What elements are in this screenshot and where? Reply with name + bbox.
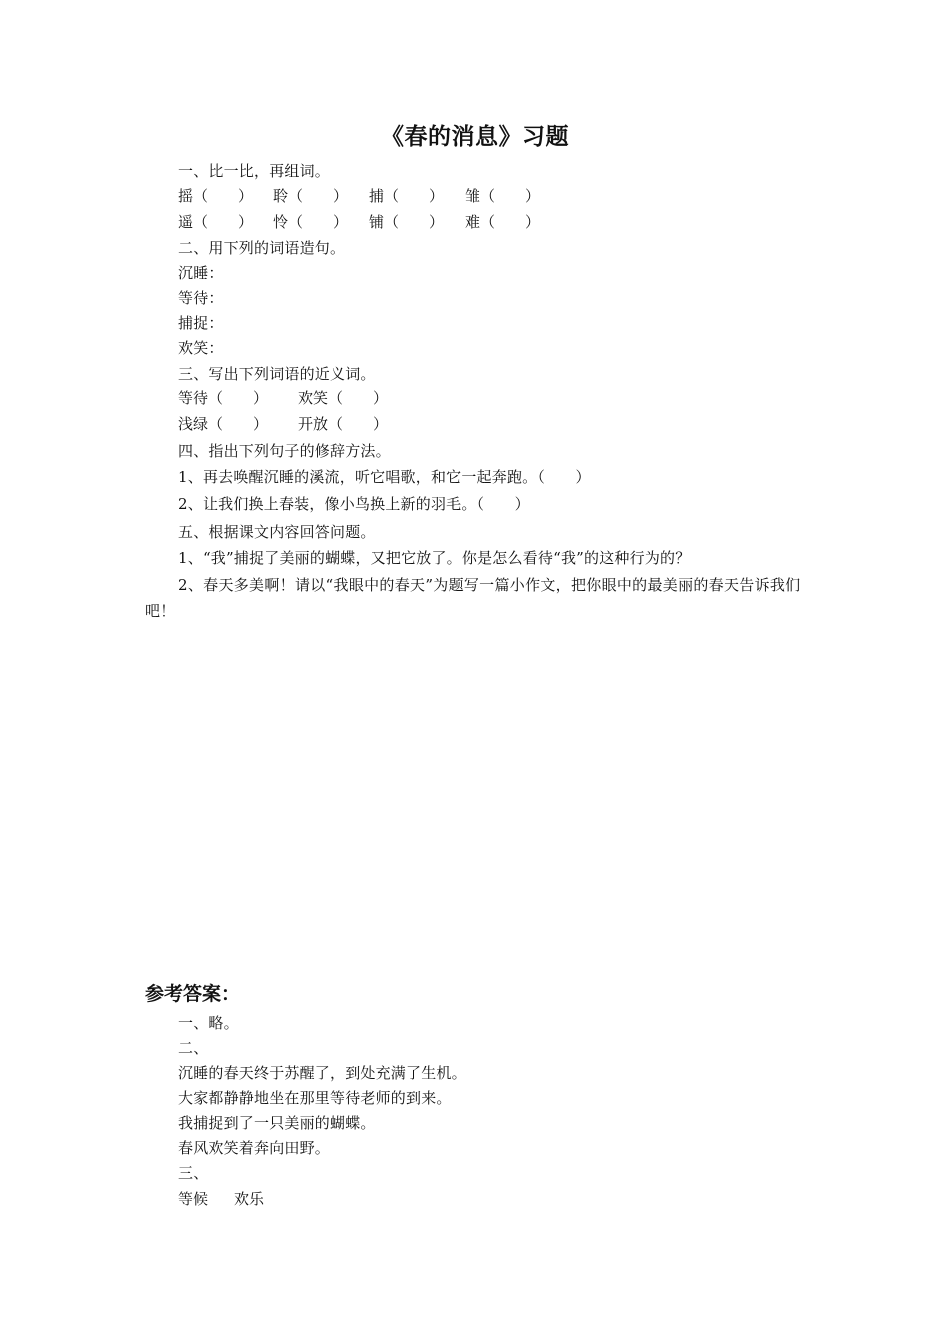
document-title: 《春的消息》习题 [381, 124, 569, 150]
answer-sentence: 沉睡的春天终于苏醒了，到处充满了生机。 [178, 1064, 467, 1082]
answer-2-heading: 二、 [178, 1039, 209, 1057]
sentence-item: 等待： [178, 289, 224, 307]
compare-word: 怜（ ） [273, 213, 349, 231]
question-1: 1、“我”捕捉了美丽的蝴蝶，又把它放了。你是怎么看待“我”的这种行为的？ [178, 549, 691, 567]
compare-word: 难（ ） [465, 213, 541, 231]
compare-word: 遥（ ） [178, 213, 254, 231]
sentence-item: 沉睡： [178, 264, 224, 282]
synonym-word: 欢笑（ ） [298, 389, 389, 407]
compare-word: 聆（ ） [273, 187, 349, 205]
section4-heading: 四、指出下列句子的修辞方法。 [178, 442, 391, 460]
section5-heading: 五、根据课文内容回答问题。 [178, 523, 376, 541]
answer-sentence: 大家都静静地坐在那里等待老师的到来。 [178, 1089, 452, 1107]
compare-word: 摇（ ） [178, 187, 254, 205]
sentence-item: 欢笑： [178, 339, 224, 357]
sentence-item: 捕捉： [178, 314, 224, 332]
section3-heading: 三、写出下列词语的近义词。 [178, 365, 376, 383]
answer-sentence: 我捕捉到了一只美丽的蝴蝶。 [178, 1114, 376, 1132]
answer-sentence: 春风欢笑着奔向田野。 [178, 1139, 331, 1157]
synonym-word: 开放（ ） [298, 415, 389, 433]
synonym-word: 浅绿（ ） [178, 415, 269, 433]
answer-synonym: 欢乐 [234, 1190, 265, 1208]
answer-3-heading: 三、 [178, 1164, 209, 1182]
synonym-word: 等待（ ） [178, 389, 269, 407]
section1-heading: 一、比一比，再组词。 [178, 162, 331, 180]
rhetoric-item: 2、让我们换上春装，像小鸟换上新的羽毛。（ ） [178, 495, 530, 513]
compare-word: 捕（ ） [369, 187, 445, 205]
question-2: 2、春天多美啊！请以“我眼中的春天”为题写一篇小作文，把你眼中的最美丽的春天告诉我们吧！ [145, 576, 801, 620]
answer-1: 一、略。 [178, 1014, 239, 1032]
answers-heading: 参考答案： [145, 983, 241, 1005]
compare-word: 雏（ ） [465, 187, 541, 205]
rhetoric-item: 1、再去唤醒沉睡的溪流，听它唱歌，和它一起奔跑。（ ） [178, 468, 591, 486]
compare-word: 铺（ ） [369, 213, 445, 231]
answer-synonym: 等候 [178, 1190, 209, 1208]
section2-heading: 二、用下列的词语造句。 [178, 239, 346, 257]
